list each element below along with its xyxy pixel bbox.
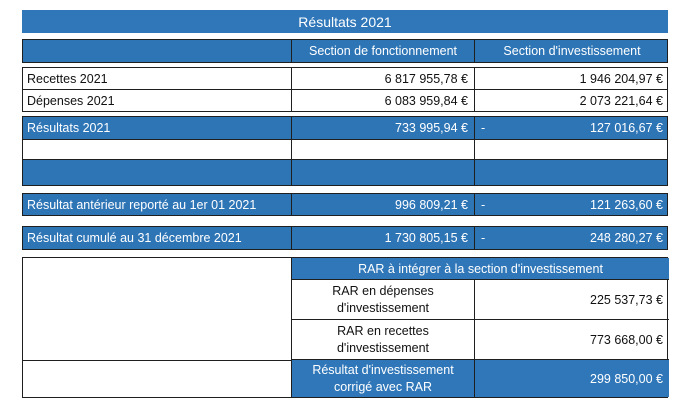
depenses-label: Dépenses 2021 <box>27 93 115 108</box>
rar-recettes-label-cell <box>291 320 474 360</box>
cumule-invest-sign: - <box>481 231 486 245</box>
rar-corrige-value: 299 850,00 € <box>474 360 669 397</box>
cumule-fonct: 1 730 805,15 € <box>291 227 474 249</box>
rar-recettes-label: RAR en recettes d'investissement <box>336 323 429 355</box>
recettes-fonct: 6 817 955,78 € <box>291 68 474 89</box>
rar-recettes-value: 773 668,00 € <box>474 320 669 360</box>
anterieur-invest-cell <box>474 194 669 215</box>
anterieur-fonct: 996 809,21 € <box>291 194 474 215</box>
spacer-blue-cell-3 <box>474 160 669 185</box>
spacer-cell-1 <box>23 140 291 159</box>
resultats-fonct: 733 995,94 € <box>291 117 474 139</box>
spacer-blue-cell-1 <box>23 160 291 185</box>
cumule-invest-cell <box>474 227 669 249</box>
title-bar <box>22 10 668 33</box>
anterieur-invest: 121 263,60 € <box>590 197 663 212</box>
resultats-label: Résultats 2021 <box>27 121 111 135</box>
recettes-label: Recettes 2021 <box>27 71 108 86</box>
recettes-invest: 1 946 204,97 € <box>474 68 669 89</box>
sheet-title: Résultats 2021 <box>298 13 392 30</box>
cumule-label: Résultat cumulé au 31 décembre 2021 <box>27 231 242 245</box>
rar-corrige-label-cell <box>291 360 474 397</box>
spacer-cell-2 <box>291 140 474 159</box>
depenses-fonct: 6 083 959,84 € <box>291 90 474 111</box>
rar-header: RAR à intégrer à la section d'investissement <box>291 258 669 280</box>
rar-depenses-label: RAR en dépenses d'investissement <box>332 283 434 315</box>
header-investissement: Section d'investissement <box>474 40 669 62</box>
row-resultats <box>22 116 668 140</box>
rar-left-divider <box>23 360 291 361</box>
rar-left-empty <box>23 258 291 397</box>
spacer-blue-cell-2 <box>291 160 474 185</box>
depenses-invest: 2 073 221,64 € <box>474 90 669 111</box>
header-fonctionnement: Section de fonctionnement <box>291 40 474 62</box>
header-row <box>22 39 668 63</box>
anterieur-label: Résultat antérieur reporté au 1er 01 2021 <box>27 197 257 212</box>
row-anterieur <box>22 193 668 216</box>
spacer-cell-3 <box>474 140 669 159</box>
row-depenses <box>22 89 668 112</box>
rar-block <box>22 257 668 398</box>
resultats-invest-cell <box>474 117 669 139</box>
rar-depenses-label-cell <box>291 280 474 320</box>
row-cumule <box>22 226 668 250</box>
row-spacer-blue <box>22 160 668 186</box>
row-recettes <box>22 67 668 89</box>
resultats-invest-sign: - <box>481 121 486 135</box>
header-empty-cell <box>23 40 291 62</box>
row-spacer-white <box>22 140 668 160</box>
resultats-invest: 127 016,67 € <box>590 121 663 135</box>
cumule-invest: 248 280,27 € <box>590 231 663 245</box>
rar-depenses-value: 225 537,73 € <box>474 280 669 320</box>
rar-corrige-label: Résultat d'investissement corrigé avec RAR <box>312 362 454 394</box>
anterieur-invest-sign: - <box>481 197 486 212</box>
